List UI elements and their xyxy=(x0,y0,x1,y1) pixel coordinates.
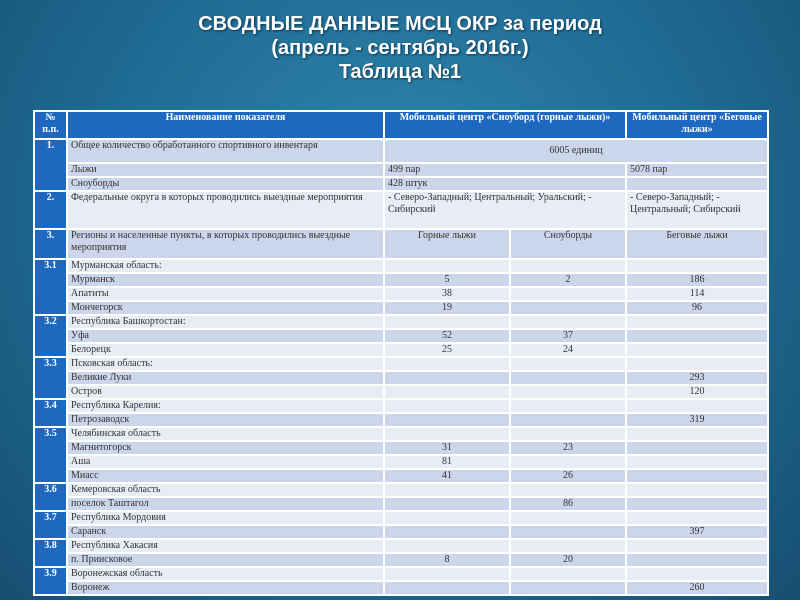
row-num: 3.2 xyxy=(34,315,67,357)
snowboards-value xyxy=(510,259,626,273)
total-value: 6005 единиц xyxy=(384,139,768,163)
row-label: Миасс xyxy=(67,469,384,483)
city-row xyxy=(34,441,768,455)
snowboards-value: 86 xyxy=(510,497,626,511)
alpine-skis-value: 8 xyxy=(384,553,510,567)
cross-country-value: 96 xyxy=(626,301,768,315)
row-label: Белорецк xyxy=(67,343,384,357)
snowboards-value xyxy=(510,301,626,315)
alpine-skis-value xyxy=(384,567,510,581)
table-row xyxy=(34,139,768,163)
row-label: Сноуборды xyxy=(67,177,384,191)
row-num: 3. xyxy=(34,229,67,259)
snowboards-value: 23 xyxy=(510,441,626,455)
snowboards-value xyxy=(510,567,626,581)
city-row xyxy=(34,385,768,399)
snowboards-value xyxy=(510,287,626,301)
alpine-skis-value xyxy=(384,483,510,497)
title-line-3: Таблица №1 xyxy=(338,61,462,83)
alpine-skis-value: 38 xyxy=(384,287,510,301)
cross-country-value xyxy=(626,553,768,567)
boards-ski-center xyxy=(626,177,768,191)
alpine-skis-value xyxy=(384,497,510,511)
cross-country-value xyxy=(626,399,768,413)
cross-country-value: 319 xyxy=(626,413,768,427)
city-row xyxy=(34,469,768,483)
header-snowboard-center: Мобильный центр «Сноуборд (горные лыжи)» xyxy=(384,111,626,139)
cross-country-value xyxy=(626,259,768,273)
col-header-cross-country-skis: Беговые лыжи xyxy=(626,229,768,259)
snowboards-value xyxy=(510,539,626,553)
region-row xyxy=(34,539,768,553)
row-label: Челябинская область xyxy=(67,427,384,441)
alpine-skis-value xyxy=(384,357,510,371)
districts-ski-center: - Северо-Западный; - Центральный; Сибирский xyxy=(626,191,768,229)
alpine-skis-value xyxy=(384,427,510,441)
row-label: Республика Мордовия xyxy=(67,511,384,525)
region-row xyxy=(34,427,768,441)
col-header-alpine-skis: Горные лыжи xyxy=(384,229,510,259)
slide-title xyxy=(0,12,800,84)
cross-country-value xyxy=(626,315,768,329)
cross-country-value: 186 xyxy=(626,273,768,287)
city-row xyxy=(34,273,768,287)
city-row xyxy=(34,525,768,539)
row-num: 3.5 xyxy=(34,427,67,483)
col-header-snowboards: Сноуборды xyxy=(510,229,626,259)
city-row xyxy=(34,581,768,595)
alpine-skis-value xyxy=(384,399,510,413)
city-row xyxy=(34,329,768,343)
cross-country-value: 260 xyxy=(626,581,768,595)
row-label: п. Приисковое xyxy=(67,553,384,567)
cross-country-value xyxy=(626,343,768,357)
snowboards-value: 37 xyxy=(510,329,626,343)
row-label: Апатиты xyxy=(67,287,384,301)
alpine-skis-value: 52 xyxy=(384,329,510,343)
city-row xyxy=(34,343,768,357)
city-row xyxy=(34,455,768,469)
region-row xyxy=(34,259,768,273)
cross-country-value xyxy=(626,511,768,525)
row-label: Республика Карелия: xyxy=(67,399,384,413)
row-label: Регионы и населенные пункты, в которых проводились выездные мероприятия xyxy=(67,229,384,259)
row-label: Великие Луки xyxy=(67,371,384,385)
city-row xyxy=(34,371,768,385)
snowboards-value xyxy=(510,511,626,525)
cross-country-value xyxy=(626,497,768,511)
cross-country-value xyxy=(626,441,768,455)
row-label: Федеральные округа в которых проводились выездные мероприятия xyxy=(67,191,384,229)
cross-country-value xyxy=(626,483,768,497)
row-num: 3.8 xyxy=(34,539,67,567)
row-label: Общее количество обработанного спортивного инвентаря xyxy=(67,139,384,163)
row-label: Уфа xyxy=(67,329,384,343)
row-label: Кемеровская область xyxy=(67,483,384,497)
snowboards-value xyxy=(510,483,626,497)
title-line-1: СВОДНЫЕ ДАННЫЕ МСЦ ОКР за период xyxy=(198,13,602,35)
alpine-skis-value xyxy=(384,539,510,553)
row-label: Республика Хакасия xyxy=(67,539,384,553)
snowboards-value xyxy=(510,581,626,595)
boards-snowboard-center: 428 штук xyxy=(384,177,626,191)
alpine-skis-value xyxy=(384,581,510,595)
alpine-skis-value xyxy=(384,413,510,427)
header-name: Наименование показателя xyxy=(67,111,384,139)
row-label: Магнитогорск xyxy=(67,441,384,455)
alpine-skis-value: 41 xyxy=(384,469,510,483)
cross-country-value xyxy=(626,329,768,343)
city-row xyxy=(34,301,768,315)
alpine-skis-value: 19 xyxy=(384,301,510,315)
row-label: поселок Таштагол xyxy=(67,497,384,511)
row-num: 3.9 xyxy=(34,567,67,595)
region-row xyxy=(34,511,768,525)
region-row xyxy=(34,483,768,497)
row-label: Остров xyxy=(67,385,384,399)
alpine-skis-value: 31 xyxy=(384,441,510,455)
cross-country-value: 293 xyxy=(626,371,768,385)
skis-snowboard-center: 499 пар xyxy=(384,163,626,177)
cross-country-value: 120 xyxy=(626,385,768,399)
alpine-skis-value xyxy=(384,371,510,385)
snowboards-value: 24 xyxy=(510,343,626,357)
snowboards-value xyxy=(510,385,626,399)
row-label: Аша xyxy=(67,455,384,469)
alpine-skis-value: 5 xyxy=(384,273,510,287)
row-label: Мурманск xyxy=(67,273,384,287)
row-num: 2. xyxy=(34,191,67,229)
snowboards-value: 20 xyxy=(510,553,626,567)
row-label: Воронеж xyxy=(67,581,384,595)
row-label: Псковская область: xyxy=(67,357,384,371)
snowboards-value xyxy=(510,399,626,413)
header-num: № п.п. xyxy=(34,111,67,139)
alpine-skis-value: 81 xyxy=(384,455,510,469)
header-ski-center: Мобильный центр «Беговые лыжи» xyxy=(626,111,768,139)
row-num: 3.6 xyxy=(34,483,67,511)
alpine-skis-value xyxy=(384,259,510,273)
region-row xyxy=(34,357,768,371)
snowboards-value xyxy=(510,525,626,539)
alpine-skis-value xyxy=(384,315,510,329)
cross-country-value: 114 xyxy=(626,287,768,301)
region-row xyxy=(34,315,768,329)
city-row xyxy=(34,497,768,511)
row-num: 3.7 xyxy=(34,511,67,539)
snowboards-value xyxy=(510,315,626,329)
snowboards-value xyxy=(510,455,626,469)
snowboards-value xyxy=(510,427,626,441)
alpine-skis-value xyxy=(384,525,510,539)
table-row xyxy=(34,163,768,177)
cross-country-value xyxy=(626,357,768,371)
table-row xyxy=(34,191,768,229)
snowboards-value xyxy=(510,371,626,385)
row-label: Республика Башкортостан: xyxy=(67,315,384,329)
cross-country-value xyxy=(626,539,768,553)
row-label: Мурманская область: xyxy=(67,259,384,273)
skis-ski-center: 5078 пар xyxy=(626,163,768,177)
cross-country-value: 397 xyxy=(626,525,768,539)
alpine-skis-value: 25 xyxy=(384,343,510,357)
table-row xyxy=(34,177,768,191)
snowboards-value: 2 xyxy=(510,273,626,287)
cross-country-value xyxy=(626,469,768,483)
row-label: Воронежская область xyxy=(67,567,384,581)
row-num: 3.1 xyxy=(34,259,67,315)
row-label: Мончегорск xyxy=(67,301,384,315)
title-line-2: (апрель - сентябрь 2016г.) xyxy=(271,37,529,59)
row-label: Саранск xyxy=(67,525,384,539)
districts-snowboard-center: - Северо-Западный; Центральный; Уральский; - Сибирский xyxy=(384,191,626,229)
city-row xyxy=(34,553,768,567)
region-row xyxy=(34,567,768,581)
row-label: Петрозаводск xyxy=(67,413,384,427)
city-row xyxy=(34,287,768,301)
row-num: 1. xyxy=(34,139,67,191)
summary-table xyxy=(33,110,769,596)
snowboards-value: 26 xyxy=(510,469,626,483)
snowboards-value xyxy=(510,357,626,371)
cross-country-value xyxy=(626,455,768,469)
alpine-skis-value xyxy=(384,385,510,399)
alpine-skis-value xyxy=(384,511,510,525)
row-num: 3.3 xyxy=(34,357,67,399)
region-row xyxy=(34,399,768,413)
city-row xyxy=(34,413,768,427)
cross-country-value xyxy=(626,567,768,581)
table-row xyxy=(34,229,768,259)
row-num: 3.4 xyxy=(34,399,67,427)
table-header-row xyxy=(34,111,768,139)
snowboards-value xyxy=(510,413,626,427)
row-label: Лыжи xyxy=(67,163,384,177)
cross-country-value xyxy=(626,427,768,441)
